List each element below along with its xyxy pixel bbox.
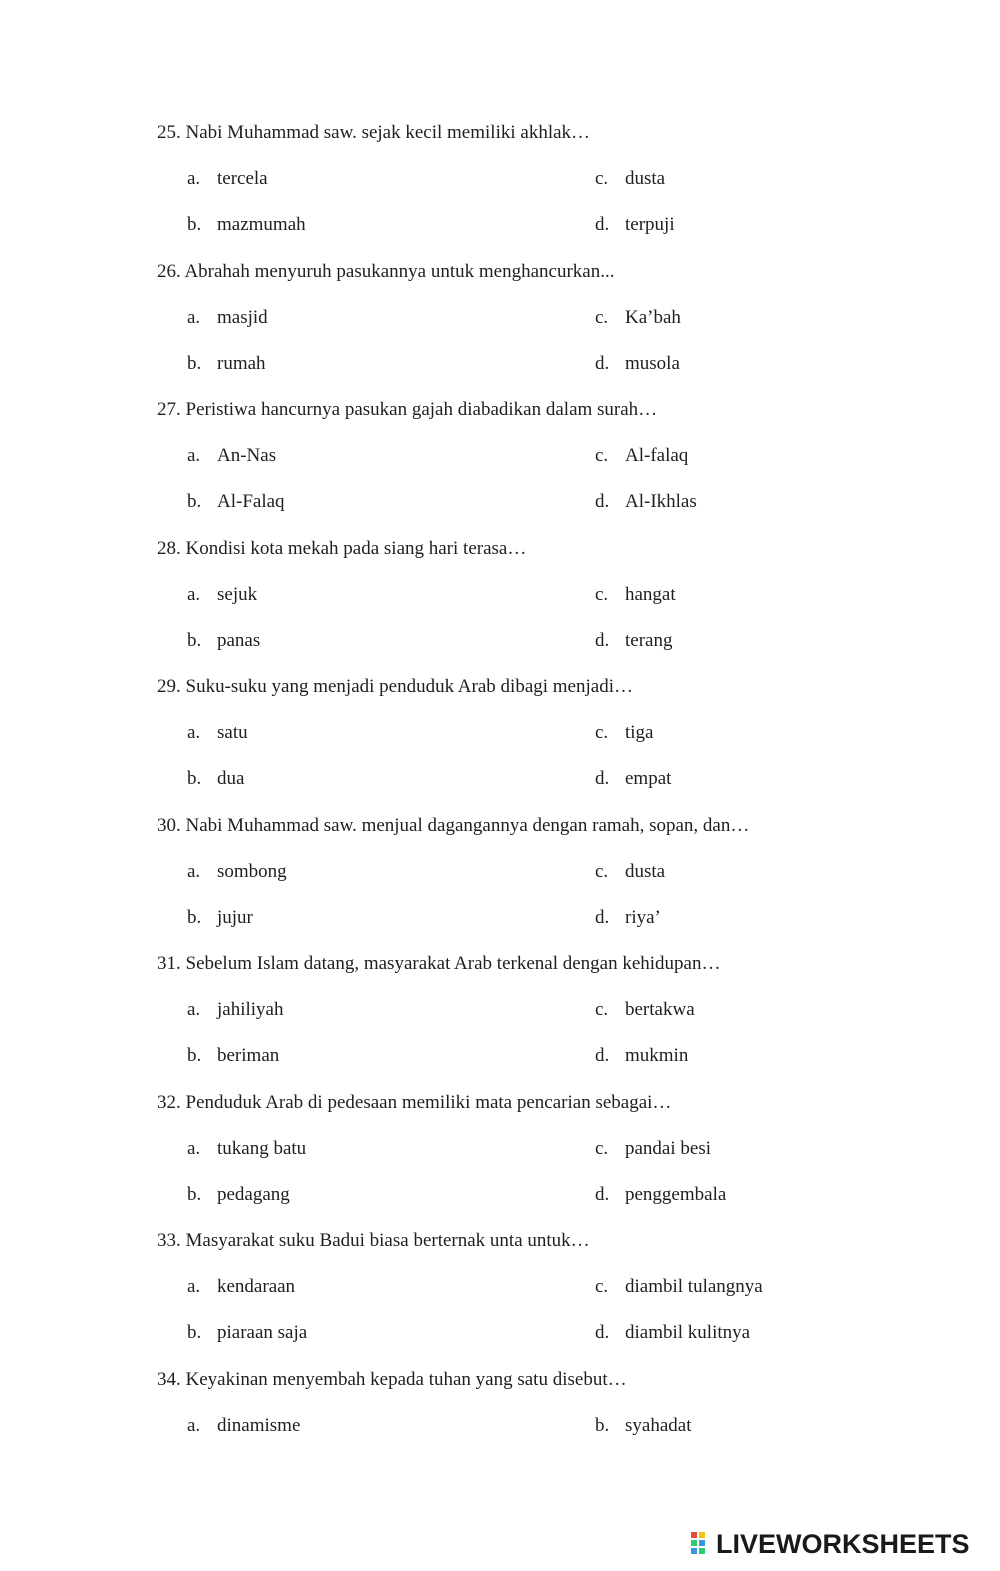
question-text: Kondisi kota mekah pada siang hari terasa… bbox=[185, 537, 527, 559]
question-text: Penduduk Arab di pedesaan memiliki mata pencarian sebagai… bbox=[185, 1091, 672, 1113]
question-item bbox=[157, 952, 917, 976]
option-text: dusta bbox=[625, 168, 666, 189]
question-item bbox=[157, 398, 917, 422]
option-text: Al-Falaq bbox=[217, 491, 285, 512]
option-letter: a. bbox=[187, 306, 201, 328]
option-letter: c. bbox=[595, 1276, 609, 1297]
option-text: hangat bbox=[625, 583, 676, 605]
option-text: penggembala bbox=[625, 1183, 727, 1205]
option-text: rumah bbox=[217, 352, 266, 374]
option-letter: c. bbox=[595, 168, 609, 189]
option-letter: c. bbox=[595, 722, 609, 743]
option-text: bertakwa bbox=[625, 999, 695, 1020]
option-text: jujur bbox=[217, 906, 253, 928]
question-text: Keyakinan menyembah kepada tuhan yang satu disebut… bbox=[185, 1368, 627, 1390]
option-letter: d. bbox=[595, 906, 610, 928]
question-number: 28. bbox=[157, 537, 181, 559]
option-text: terang bbox=[625, 629, 673, 651]
option-text: syahadat bbox=[625, 1414, 692, 1436]
option-letter: c. bbox=[595, 860, 609, 882]
option-text: mazmumah bbox=[217, 214, 306, 235]
option-letter: c. bbox=[595, 999, 609, 1020]
option-text: kendaraan bbox=[217, 1276, 296, 1297]
question-text: Nabi Muhammad saw. menjual dagangannya dengan ramah, sopan, dan… bbox=[185, 814, 750, 836]
option-letter: b. bbox=[595, 1414, 610, 1436]
option-text: beriman bbox=[217, 1045, 280, 1066]
option-text: Al-falaq bbox=[625, 445, 689, 466]
option-letter: b. bbox=[187, 768, 202, 789]
option-letter: a. bbox=[187, 1276, 201, 1297]
option-text: jahiliyah bbox=[217, 999, 284, 1020]
option-letter: c. bbox=[595, 1137, 609, 1159]
option-letter: c. bbox=[595, 583, 609, 605]
option-text: terpuji bbox=[625, 214, 675, 235]
question-text: Masyarakat suku Badui biasa berternak unta untuk… bbox=[185, 1230, 590, 1251]
option-letter: d. bbox=[595, 491, 610, 512]
option-text: sombong bbox=[217, 860, 287, 882]
option-letter: c. bbox=[595, 306, 609, 328]
option-text: tercela bbox=[217, 168, 268, 189]
question-text: Peristiwa hancurnya pasukan gajah diabadikan dalam surah… bbox=[185, 399, 658, 420]
option-text: tiga bbox=[625, 722, 654, 743]
question-item bbox=[157, 537, 917, 561]
option-letter: d. bbox=[595, 1322, 610, 1343]
option-letter: a. bbox=[187, 445, 201, 466]
option-letter: b. bbox=[187, 352, 202, 374]
question-number: 30. bbox=[157, 814, 181, 836]
question-text: Abrahah menyuruh pasukannya untuk menghancurkan... bbox=[184, 260, 615, 282]
question-item bbox=[157, 1368, 917, 1392]
option-letter: d. bbox=[595, 214, 610, 235]
option-text: empat bbox=[625, 768, 672, 789]
question-item bbox=[157, 260, 917, 284]
option-text: An-Nas bbox=[217, 445, 277, 466]
question-number: 26. bbox=[157, 260, 181, 282]
option-letter: a. bbox=[187, 583, 201, 605]
option-text: satu bbox=[217, 722, 248, 743]
question-item bbox=[157, 121, 917, 145]
option-text: pandai besi bbox=[625, 1137, 712, 1159]
option-letter: b. bbox=[187, 629, 202, 651]
option-text: diambil tulangnya bbox=[625, 1276, 763, 1297]
question-item bbox=[157, 675, 917, 699]
question-item bbox=[157, 1229, 917, 1253]
option-text: dua bbox=[217, 768, 245, 789]
question-number: 33. bbox=[157, 1230, 181, 1251]
question-number: 34. bbox=[157, 1368, 181, 1390]
option-letter: c. bbox=[595, 445, 609, 466]
question-text: Sebelum Islam datang, masyarakat Arab terkenal dengan kehidupan… bbox=[185, 953, 721, 974]
question-number: 32. bbox=[157, 1091, 181, 1113]
option-letter: b. bbox=[187, 1045, 202, 1066]
question-item bbox=[157, 1091, 917, 1115]
option-letter: b. bbox=[187, 491, 202, 512]
option-text: Ka’bah bbox=[625, 306, 681, 328]
option-letter: d. bbox=[595, 1183, 610, 1205]
option-text: dinamisme bbox=[217, 1414, 301, 1436]
option-text: sejuk bbox=[217, 583, 258, 605]
option-text: dusta bbox=[625, 860, 666, 882]
question-text: Suku-suku yang menjadi penduduk Arab dibagi menjadi… bbox=[185, 676, 633, 697]
option-text: piaraan saja bbox=[217, 1322, 308, 1343]
option-text: Al-Ikhlas bbox=[625, 491, 697, 512]
option-text: mukmin bbox=[625, 1045, 689, 1066]
option-text: musola bbox=[625, 352, 680, 374]
liveworksheets-logo-icon bbox=[691, 1532, 713, 1556]
option-text: tukang batu bbox=[217, 1137, 307, 1159]
option-letter: a. bbox=[187, 1414, 201, 1436]
question-item bbox=[157, 814, 917, 838]
option-letter: a. bbox=[187, 168, 201, 189]
option-letter: b. bbox=[187, 1322, 202, 1343]
option-text: masjid bbox=[217, 306, 268, 328]
option-letter: a. bbox=[187, 999, 201, 1020]
option-letter: b. bbox=[187, 906, 202, 928]
option-letter: d. bbox=[595, 768, 610, 789]
option-letter: d. bbox=[595, 1045, 610, 1066]
brand-name: LIVEWORKSHEETS bbox=[716, 1528, 970, 1559]
option-letter: b. bbox=[187, 1183, 202, 1205]
option-text: panas bbox=[217, 629, 261, 651]
question-number: 25. bbox=[157, 122, 181, 143]
question-number: 31. bbox=[157, 953, 181, 974]
option-letter: a. bbox=[187, 1137, 201, 1159]
question-number: 29. bbox=[157, 676, 181, 697]
option-letter: d. bbox=[595, 352, 610, 374]
option-text: pedagang bbox=[217, 1183, 290, 1205]
option-letter: a. bbox=[187, 722, 201, 743]
brand-watermark bbox=[691, 1530, 970, 1558]
option-text: diambil kulitnya bbox=[625, 1322, 751, 1343]
option-letter: b. bbox=[187, 214, 202, 235]
option-letter: a. bbox=[187, 860, 201, 882]
question-number: 27. bbox=[157, 399, 181, 420]
option-text: riya’ bbox=[625, 906, 661, 928]
question-text: Nabi Muhammad saw. sejak kecil memiliki akhlak… bbox=[185, 122, 591, 143]
option-letter: d. bbox=[595, 629, 610, 651]
